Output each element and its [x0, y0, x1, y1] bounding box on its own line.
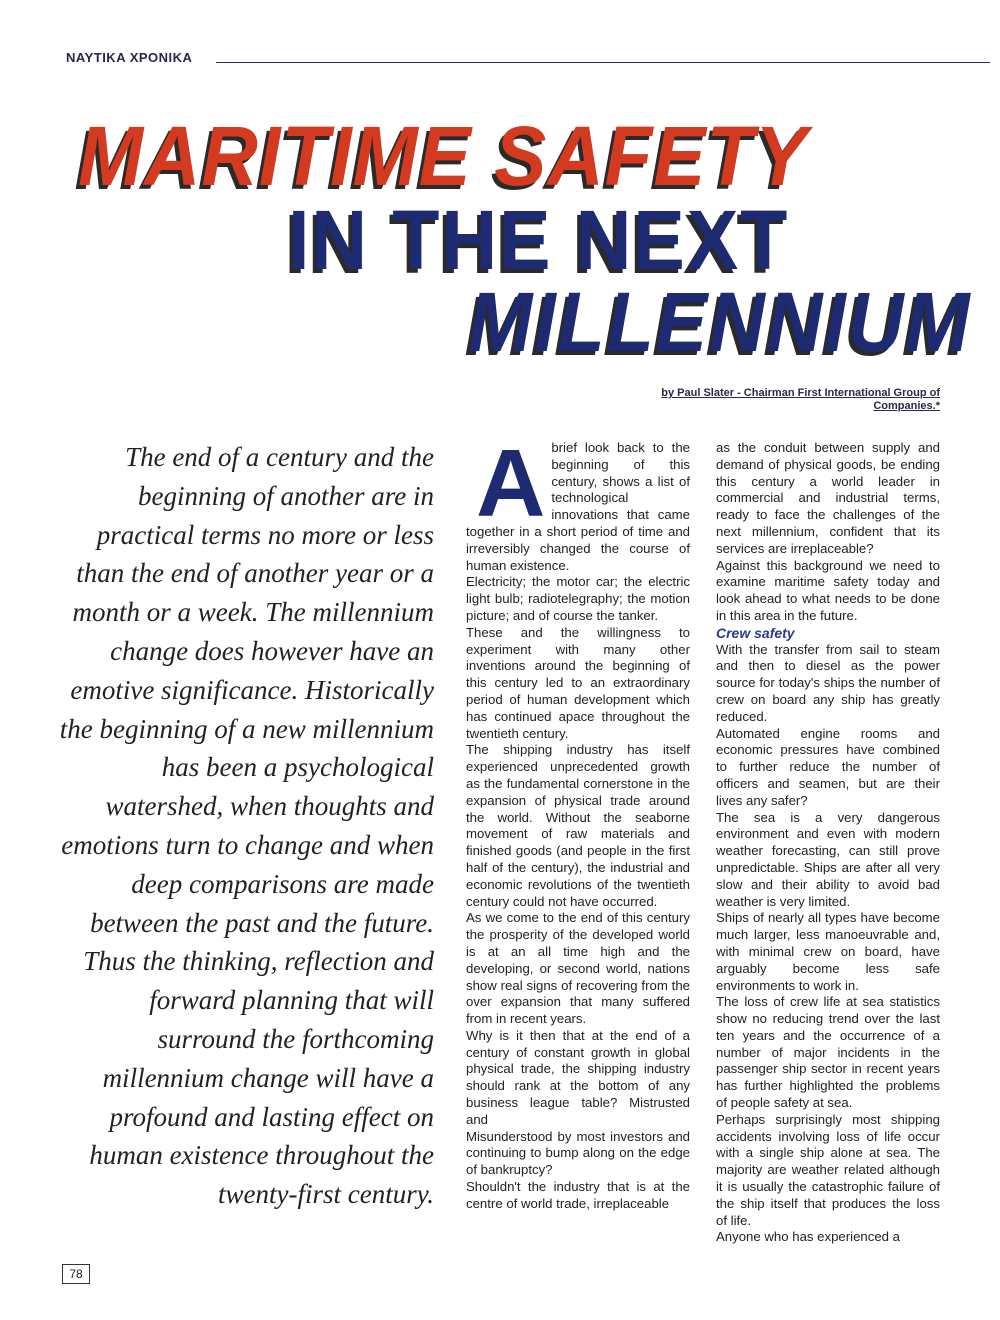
paragraph: Why is it then that at the end of a century of constant growth in global physical trade, the shipping industry should rank at the bottom of any business league table? Mistrusted and	[466, 1027, 690, 1127]
paragraph: Anyone who has experienced a	[716, 1229, 901, 1245]
paragraph: Electricity; the motor car; the electric light bulb; radiotelegraphy; the motion picture; and of course the tanker.	[466, 574, 690, 623]
paragraph: With the transfer from sail to steam and then to diesel as the power source for today's ships the number of crew on board any ship has greatly reduced.	[716, 641, 940, 724]
paragraph: The sea is a very dangerous environment and even with modern weather forecasting, can still prove unpredictable. Ships are after all very slow and their ability to avoid bad weather is very limited.	[716, 809, 940, 909]
article-column-2	[716, 440, 940, 1246]
title-line-2: IN THE NEXT	[288, 193, 790, 287]
section-label: NAYTIKA XPONIKA	[66, 50, 193, 65]
header-rule	[216, 62, 990, 63]
paragraph: The shipping industry has itself experienced unprecedented growth as the fundamental cornerstone in the expansion of physical trade around the world. Without the seaborne movement of raw materials and finished goods (and people in the first half of the century), the industrial and economic revolutions of the twentieth century could not have occurred.	[466, 742, 690, 909]
pull-quote: The end of a century and the beginning of another are in practical terms no more or less than the end of another year or a month or a week. The millennium change does however have an emotive significance. Historically the beginning of a new millennium has been a psychological watershed, when thoughts and emotions turn to change and when deep comparisons are made between the past and the future. Thus the thinking, reflection and forward planning that will surround the forthcoming millennium change will have a profound and lasting effect on human existence throughout the twenty-first century.	[59, 442, 434, 1210]
byline: by Paul Slater - Chairman First International Group of Companies.*	[661, 387, 940, 412]
paragraph: brief look back to the beginning of this century, shows a list of technological innovations that came together in a short period of time and irreversibly changed the course of human existence.	[466, 440, 690, 573]
paragraph: as the conduit between supply and demand of physical goods, be ending this century a world leader in commercial and industrial terms, ready to face the challenges of the next millennium, confident that its services are irreplaceable?	[716, 440, 940, 556]
article-column-1	[466, 430, 690, 1213]
paragraph: As we come to the end of this century the prosperity of the developed world is at an all time high and the developing, or second world, nations show real signs of recovering from the over expansion that many suffered from in recent years.	[466, 910, 690, 1027]
title-line-1: MARITIME SAFETY	[78, 109, 809, 203]
paragraph: Perhaps surprisingly most shipping accidents involving loss of life occur with a single ship alone at sea. The majority are weather related although it is usually the catastrophic failure of the ship itself that produces the loss of life.	[716, 1111, 940, 1228]
drop-cap: A	[476, 430, 546, 537]
running-header	[66, 50, 990, 68]
paragraph: The loss of crew life at sea statistics show no reducing trend over the last ten years and the occurrence of a number of major incidents in the passenger ship sector in recent years has further highlighted the problems of people safety at sea.	[716, 994, 940, 1111]
paragraph: Misunderstood by most investors and continuing to bump along on the edge of bankruptcy?	[466, 1128, 690, 1178]
paragraph: Automated engine rooms and economic pressures have combined to further reduce the number of officers and seamen, but are their lives any safer?	[716, 725, 940, 808]
subheading-crew-safety: Crew safety	[716, 624, 795, 641]
paragraph: Against this background we need to examine maritime safety today and look ahead to what needs to be done in this area in the future.	[716, 557, 940, 623]
title-line-3: MILLENNIUM	[468, 275, 972, 369]
paragraph: Shouldn't the industry that is at the centre of world trade, irreplaceable	[466, 1179, 690, 1211]
paragraph: Ships of nearly all types have become much larger, less manoeuvrable and, with minimal crew on board, have arguably become less safe environments to work in.	[716, 910, 940, 993]
paragraph: These and the willingness to experiment with many other inventions around the beginning of this century led to an extraordinary period of human development which has continued apace throughout the twentieth century.	[466, 624, 690, 741]
page-number: 78	[62, 1264, 90, 1284]
